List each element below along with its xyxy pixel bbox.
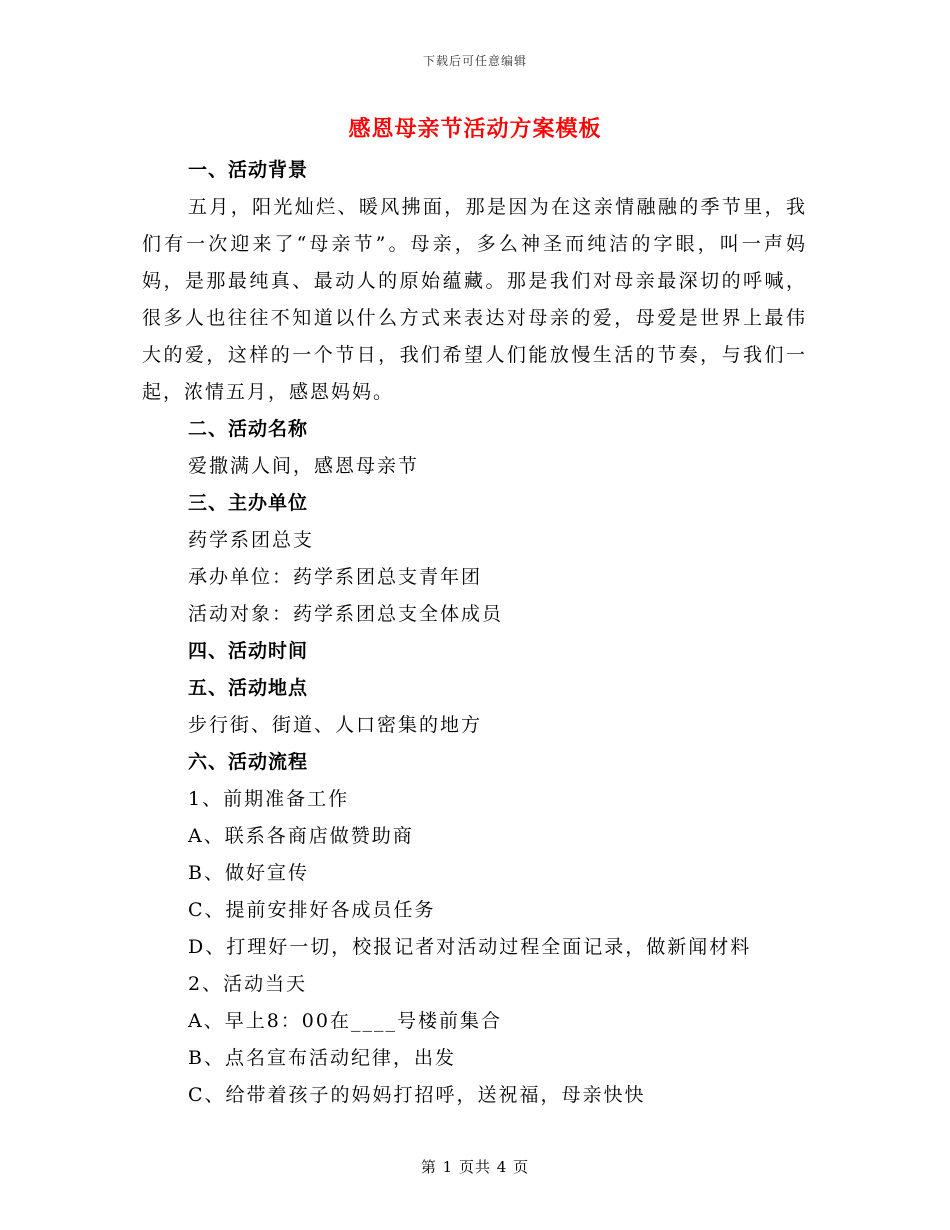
document-body xyxy=(142,152,807,1114)
list-item: B、做好宣传 xyxy=(188,862,309,884)
step-heading-preparation: 1、前期准备工作 xyxy=(188,788,350,810)
section-heading-name: 二、活动名称 xyxy=(188,418,309,440)
co-organizer-line: 承办单位：药学系团总支青年团 xyxy=(188,566,483,588)
list-item: A、联系各商店做赞助商 xyxy=(188,825,414,847)
page-number-footer: 第 1 页共 4 页 xyxy=(420,1158,530,1176)
section-paragraph-background: 五月，阳光灿烂、暖风拂面，那是因为在这亲情融融的季节里，我们有一次迎来了“母亲节”。母亲，多么神圣而纯洁的字眼，叫一声妈妈，是那最纯真、最动人的原始蕴藏。那是我们对母亲最深切的呼喊，很多人也往往不知道以什么方式来表达对母亲的爱，母爱是世界上最伟大的爱，这样的一个节日，我们希望人们能放慢生活的节奏，与我们一起，浓情五月，感恩妈妈。 xyxy=(142,196,807,403)
section-heading-process: 六、活动流程 xyxy=(188,751,309,773)
section-heading-location: 五、活动地点 xyxy=(188,677,309,699)
list-item: C、提前安排好各成员任务 xyxy=(188,899,436,921)
document-title: 感恩母亲节活动方案模板 xyxy=(348,116,602,142)
section-heading-time: 四、活动时间 xyxy=(188,640,309,662)
list-item: D、打理好一切，校报记者对活动过程全面记录，做新闻材料 xyxy=(188,936,752,958)
section-heading-organizer: 三、主办单位 xyxy=(188,492,309,514)
list-item: B、点名宣布活动纪律，出发 xyxy=(188,1047,456,1069)
step-heading-event-day: 2、活动当天 xyxy=(188,973,308,995)
list-item: A、早上8：00在____号楼前集合 xyxy=(188,1010,502,1032)
list-item: C、给带着孩子的妈妈打招呼，送祝福，母亲快快 xyxy=(188,1084,646,1106)
page-header-note: 下载后可任意编辑 xyxy=(422,54,527,68)
section-heading-background: 一、活动背景 xyxy=(188,159,309,181)
organizer-line: 药学系团总支 xyxy=(188,529,315,551)
target-audience-line: 活动对象：药学系团总支全体成员 xyxy=(188,603,504,625)
section-text-location: 步行街、街道、人口密集的地方 xyxy=(188,714,483,736)
section-text-name: 爱撒满人间，感恩母亲节 xyxy=(188,455,420,477)
